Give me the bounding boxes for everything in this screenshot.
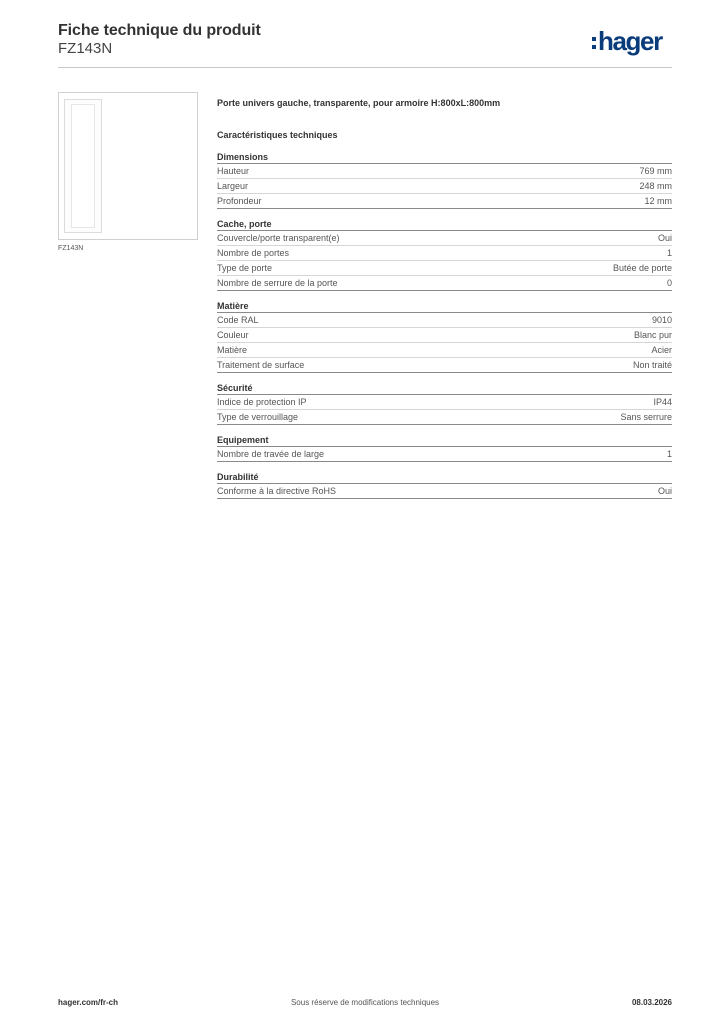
spec-section (217, 434, 672, 462)
spec-value: 1 (666, 248, 672, 258)
spec-value: 1 (666, 449, 672, 459)
spec-row (217, 343, 672, 358)
spec-row (217, 358, 672, 373)
spec-section (217, 151, 672, 209)
spec-value: 248 mm (639, 181, 672, 191)
spec-row (217, 179, 672, 194)
spec-value: 9010 (651, 315, 672, 325)
spec-row (217, 261, 672, 276)
spec-label: Type de porte (217, 263, 273, 273)
spec-value: Acier (651, 345, 672, 355)
spec-value: Oui (657, 486, 672, 496)
spec-row (217, 164, 672, 179)
door-window (71, 104, 95, 228)
product-image (58, 92, 198, 240)
page-title: Fiche technique du produit (58, 22, 261, 39)
spec-sections (217, 151, 672, 499)
footer-notice: Sous réserve de modifications techniques (290, 998, 440, 1007)
hager-logo (592, 26, 662, 56)
product-reference: FZ143N (58, 40, 113, 57)
spec-section (217, 218, 672, 291)
section-title: Equipement (217, 434, 672, 447)
spec-label: Nombre de travée de large (217, 449, 325, 459)
section-title: Matière (217, 300, 672, 313)
spec-value: 0 (666, 278, 672, 288)
spec-value: Blanc pur (633, 330, 672, 340)
spec-value: 12 mm (644, 196, 672, 206)
spec-value: Non traité (632, 360, 672, 370)
spec-section (217, 382, 672, 425)
spec-label: Indice de protection IP (217, 397, 307, 407)
spec-row (217, 395, 672, 410)
spec-label: Nombre de portes (217, 248, 290, 258)
spec-row (217, 276, 672, 291)
spec-row (217, 410, 672, 425)
spec-value: IP44 (653, 397, 672, 407)
spec-label: Nombre de serrure de la porte (217, 278, 338, 288)
product-description: Porte univers gauche, transparente, pour armoire H:800xL:800mm (217, 98, 501, 108)
footer-date: 08.03.2026 (631, 998, 672, 1007)
spec-label: Couvercle/porte transparent(e) (217, 233, 340, 243)
spec-value: Sans serrure (620, 412, 672, 422)
spec-value: Oui (657, 233, 672, 243)
section-title: Cache, porte (217, 218, 672, 231)
section-title: Dimensions (217, 151, 672, 164)
spec-row (217, 447, 672, 462)
spec-label: Hauteur (217, 166, 250, 176)
door-illustration (64, 99, 102, 233)
spec-value: 769 mm (639, 166, 672, 176)
spec-row (217, 194, 672, 209)
spec-label: Couleur (217, 330, 249, 340)
section-title: Durabilité (217, 471, 672, 484)
spec-label: Largeur (217, 181, 249, 191)
spec-heading: Caractéristiques techniques (217, 130, 338, 140)
spec-section (217, 471, 672, 499)
spec-value: Butée de porte (612, 263, 672, 273)
spec-section (217, 300, 672, 373)
spec-label: Profondeur (217, 196, 262, 206)
spec-row (217, 313, 672, 328)
spec-row (217, 231, 672, 246)
footer-website-link[interactable]: hager.com/fr-ch (58, 998, 119, 1007)
spec-label: Type de verrouillage (217, 412, 299, 422)
spec-label: Code RAL (217, 315, 259, 325)
spec-label: Conforme à la directive RoHS (217, 486, 337, 496)
header-divider (58, 67, 672, 68)
spec-row (217, 328, 672, 343)
spec-content (217, 96, 672, 499)
spec-label: Matière (217, 345, 248, 355)
logo-text: hager (598, 26, 662, 56)
spec-label: Traitement de surface (217, 360, 305, 370)
spec-row (217, 484, 672, 499)
section-title: Sécurité (217, 382, 672, 395)
image-caption: FZ143N (58, 245, 84, 252)
logo-dots-icon (592, 37, 596, 49)
spec-row (217, 246, 672, 261)
